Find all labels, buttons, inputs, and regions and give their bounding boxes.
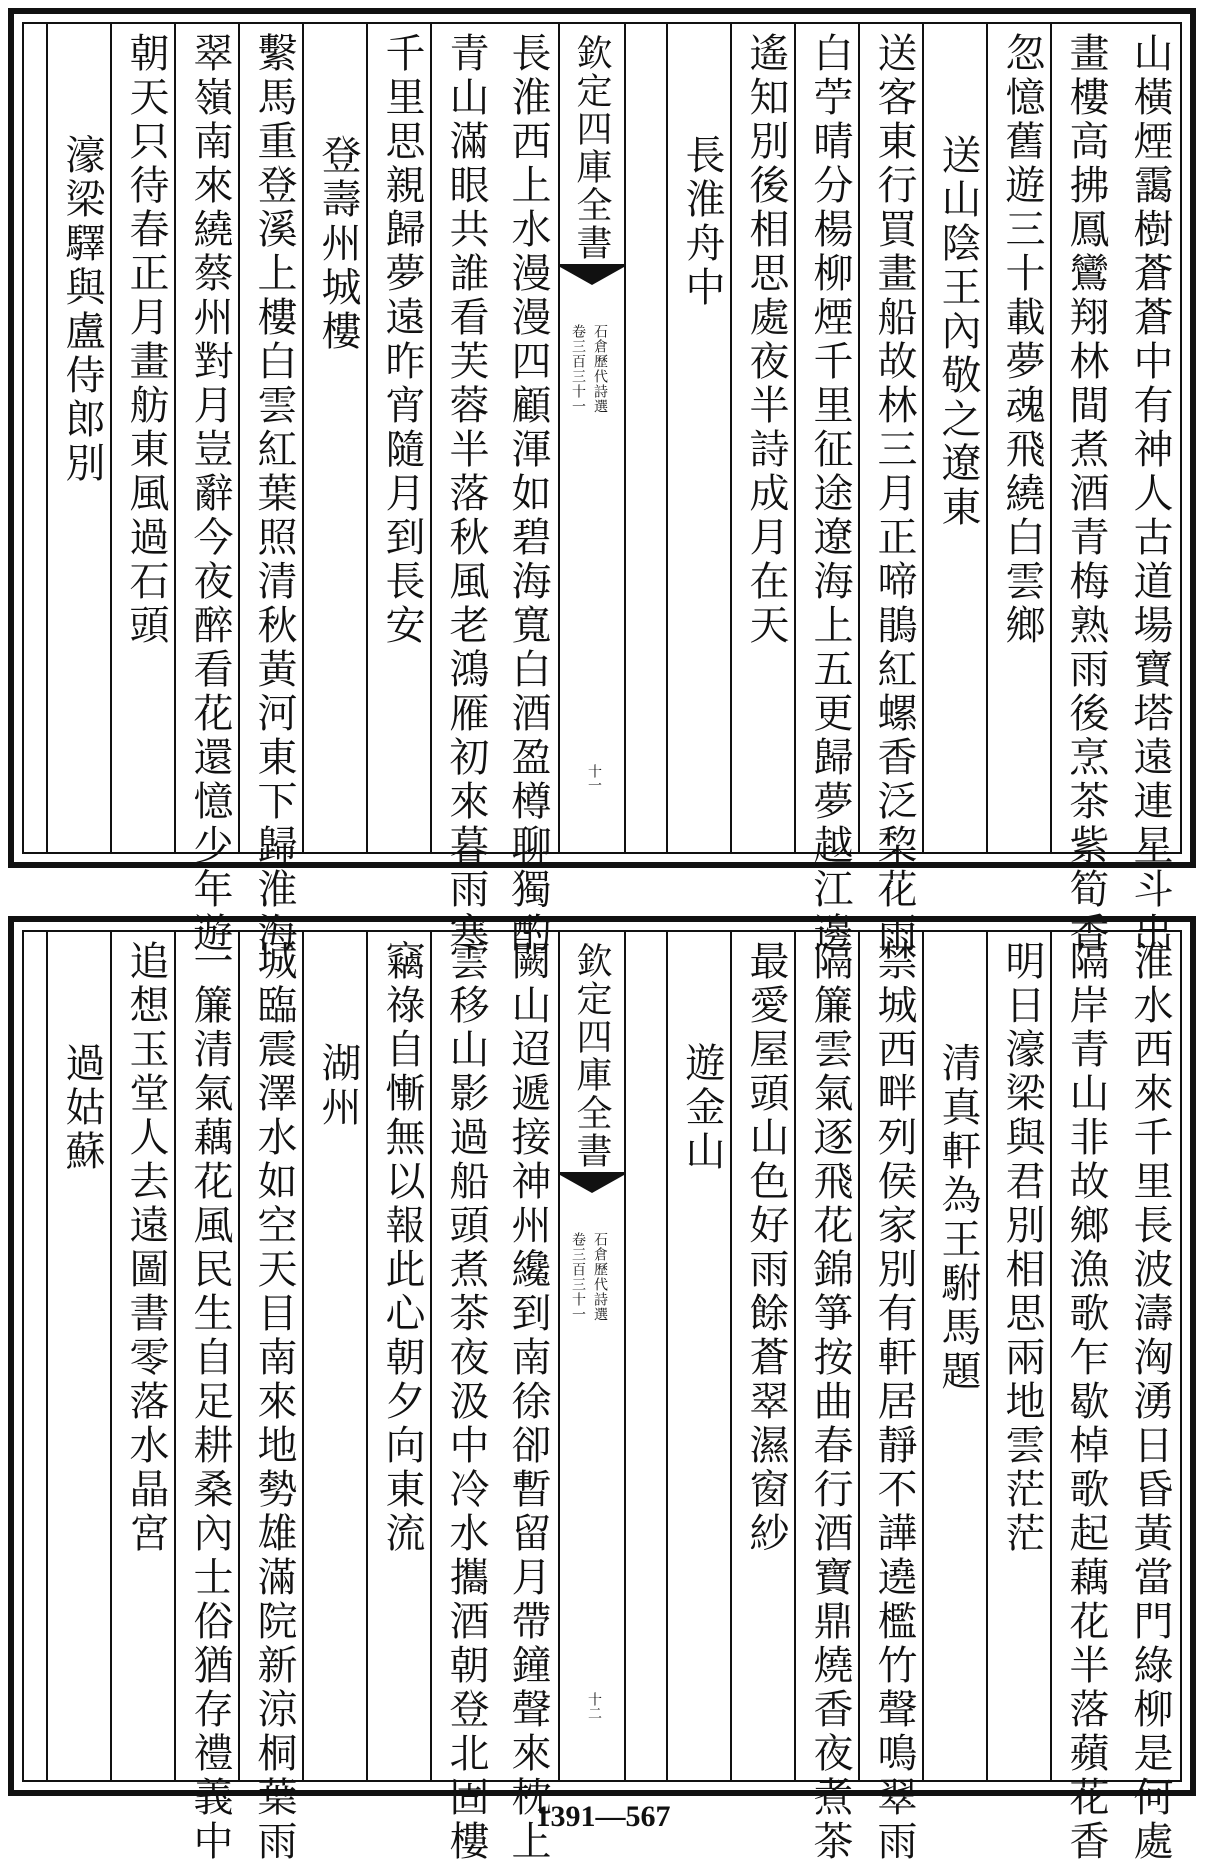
poem-line: 竊祿自慚無以報此心朝夕向東流 — [379, 940, 425, 1556]
poem-title-column — [302, 24, 368, 852]
poem-line: 繫馬重登溪上樓白雲紅葉照清秋黃河東下歸淮海 — [251, 32, 297, 956]
poem-line-column — [794, 932, 860, 1864]
poem-line: 畫樓高拂鳳鸞翔林間煮酒青梅熟雨後烹茶紫筍香 — [1063, 32, 1109, 956]
poem-line-column — [238, 932, 304, 1864]
poem-line-column — [366, 932, 432, 1780]
poem-line: 最愛屋頭山色好雨餘蒼翠濕窗紗 — [743, 940, 789, 1556]
poem-line: 隔岸青山非故鄉漁歌乍歇棹歌起藕花半落蘋花香 — [1063, 940, 1109, 1864]
poem-line: 禁城西畔列侯家別有軒居靜不譁遶檻竹聲鳴翠雨 — [871, 940, 917, 1864]
top-page-frame — [22, 22, 1182, 956]
poem-line-column — [986, 932, 1052, 1780]
poem-line: 朝天只待春正月畫舫東風過石頭 — [123, 32, 169, 648]
poem-title-column — [666, 24, 732, 852]
poem-title: 過姑蘇 — [59, 1042, 105, 1174]
poem-line-column — [794, 24, 860, 956]
poem-title-column — [46, 932, 112, 1780]
poem-line-column — [430, 932, 496, 1864]
poem-line: 翠嶺南來繞蔡州對月豈辭今夜醉看花還憶少年遊 — [187, 32, 233, 956]
poem-title: 清真軒為王駙馬題 — [935, 1042, 981, 1394]
poem-line-column — [494, 24, 558, 956]
poem-line: 一簾清氣藕花風民生自足耕桑內士俗猶存禮義中 — [187, 940, 233, 1864]
poem-line-column — [730, 932, 796, 1780]
poem-title: 長淮舟中 — [679, 134, 725, 310]
spine-volume-title: 石倉歷代詩選 — [592, 324, 608, 414]
poem-line-column — [366, 24, 432, 852]
poem-line: 隔簾雲氣逐飛花錦箏按曲春行酒寶鼎燒香夜煮茶 — [807, 940, 853, 1864]
poem-line: 追想玉堂人去遠圖書零落水晶宮 — [123, 940, 169, 1556]
poem-line: 城臨震澤水如空天目南來地勢雄滿院新涼桐葉雨 — [251, 940, 297, 1864]
poem-title: 濠梁驛與盧侍郎別 — [59, 134, 105, 486]
poem-line-column — [110, 24, 176, 852]
bottom-spine — [558, 932, 626, 1780]
poem-title-column — [922, 24, 988, 852]
poem-line-column — [730, 24, 796, 852]
top-page-panel — [8, 8, 1196, 956]
fish-tail-mark — [560, 264, 624, 297]
poem-line: 雲移山影過船頭煮茶夜汲中冷水攜酒朝登北固樓 — [443, 940, 489, 1864]
poem-line: 長淮西上水漫漫四顧渾如碧海寬白酒盈樽聊獨酌 — [505, 32, 551, 956]
poem-line-column — [174, 932, 240, 1864]
spine-page-number: 十一 — [586, 764, 602, 792]
poem-line: 白苧晴分楊柳煙千里征途遼海上五更歸夢越江邊 — [807, 32, 853, 956]
spine-volume-title: 石倉歷代詩選 — [592, 1232, 608, 1322]
catalog-page-number: 1391—567 — [535, 1800, 671, 1833]
top-spine — [558, 24, 626, 852]
spine-page-number: 十二 — [586, 1692, 602, 1720]
spine-book-title: 欽定四庫全書 — [571, 34, 612, 262]
poem-line-column — [238, 24, 304, 956]
poem-line-column — [494, 932, 558, 1864]
poem-line: 千里思親歸夢遠昨宵隨月到長安 — [379, 32, 425, 648]
poem-title-column — [46, 24, 112, 852]
poem-title-column — [302, 932, 368, 1780]
poem-line: 送客東行買畫船故林三月正啼鵑紅螺香泛棃花雨 — [871, 32, 917, 956]
poem-line-column — [858, 24, 924, 956]
spine-volume-number: 卷三百三十一 — [570, 324, 586, 414]
poem-line-column — [986, 24, 1052, 852]
poem-line: 青山滿眼共誰看芙蓉半落秋風老鴻雁初來暮雨寒 — [443, 32, 489, 956]
poem-line: 山橫煙靄樹蒼蒼中有神人古道場寶塔遠連星斗出 — [1127, 32, 1173, 956]
poem-line: 忽憶舊遊三十載夢魂飛繞白雲鄉 — [999, 32, 1045, 648]
poem-title: 登壽州城樓 — [315, 134, 361, 354]
poem-title-column — [666, 932, 732, 1780]
poem-line-column — [1116, 24, 1180, 956]
poem-line-column — [1050, 24, 1116, 956]
spine-book-title: 欽定四庫全書 — [571, 942, 612, 1170]
poem-title-column — [922, 932, 988, 1780]
poem-line-column — [858, 932, 924, 1864]
poem-line-column — [110, 932, 176, 1780]
spine-volume-number: 卷三百三十一 — [570, 1232, 586, 1322]
poem-title: 湖州 — [315, 1042, 361, 1130]
poem-line: 闕山迢遞接神州纔到南徐卻暫留月帶鐘聲來枕上 — [505, 940, 551, 1864]
fish-tail-mark — [560, 1172, 624, 1205]
poem-line-column — [1050, 932, 1116, 1864]
poem-line-column — [1116, 932, 1180, 1864]
poem-line-column — [430, 24, 496, 956]
poem-line: 明日濠梁與君別相思兩地雲茫茫 — [999, 940, 1045, 1556]
poem-line: 遙知別後相思處夜半詩成月在天 — [743, 32, 789, 648]
poem-line: 淮水西來千里長波濤洶湧日昏黃當門綠柳是何處 — [1127, 940, 1173, 1864]
poem-title: 遊金山 — [679, 1042, 725, 1174]
poem-title: 送山陰王內敬之遼東 — [935, 134, 981, 530]
poem-line-column — [174, 24, 240, 956]
